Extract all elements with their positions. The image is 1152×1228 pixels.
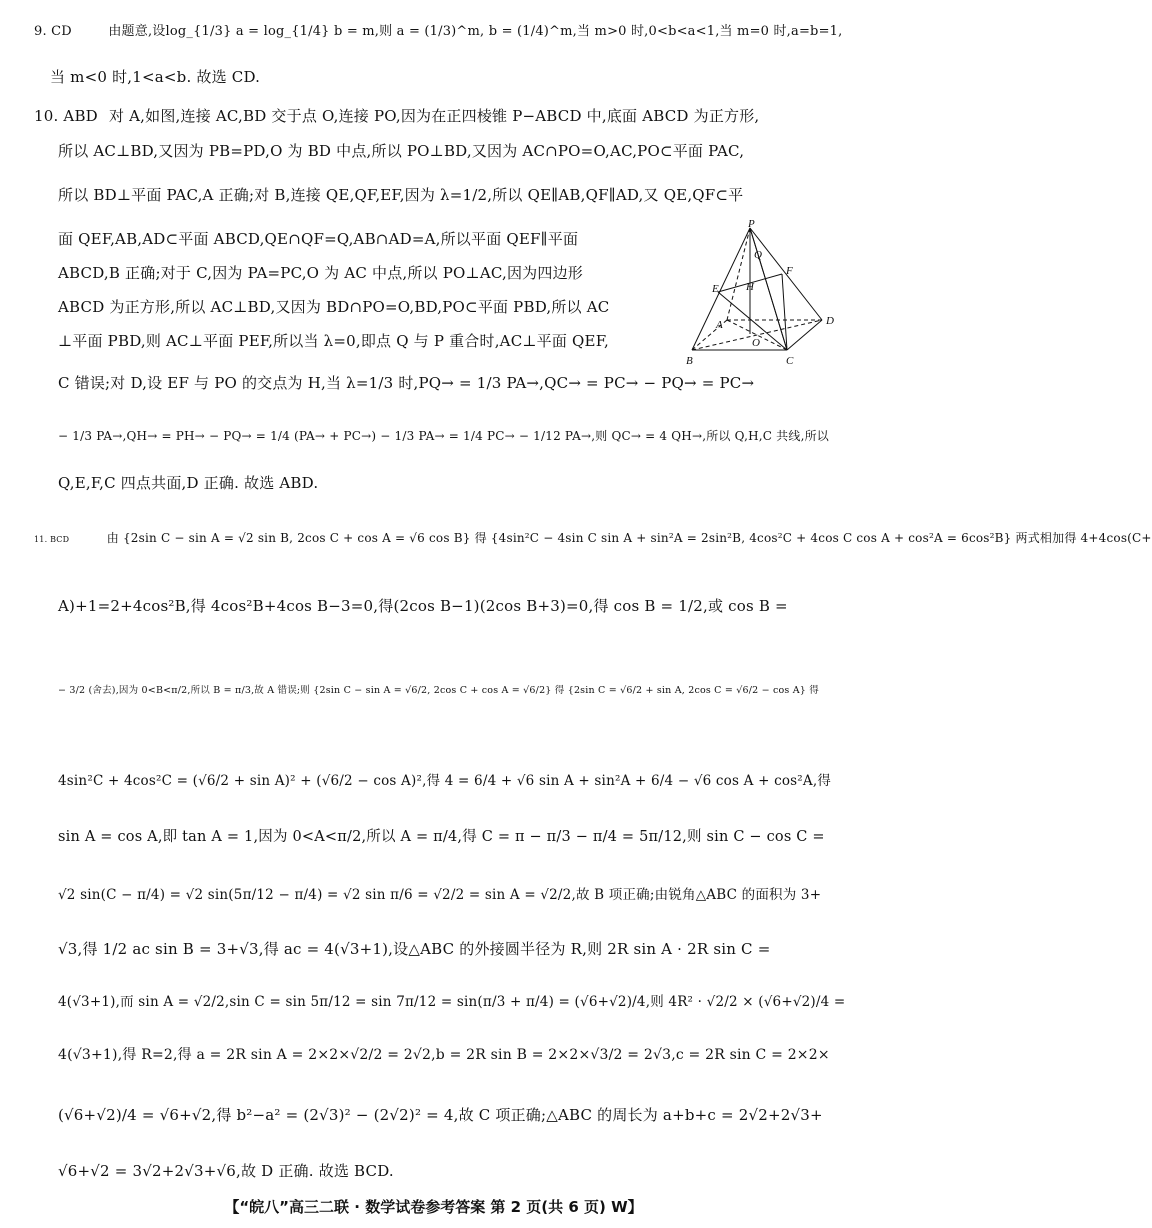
q11-line-10: (√6+√2)/4 = √6+√2,得 b²−a² = (2√3)² − (2√2)² = 4,故 C 项正确;△ABC 的周长为 a+b+c = 2√2+2√3+ (58, 1106, 823, 1124)
q9-label: 9. CD (34, 24, 72, 39)
q10-line-3: 所以 BD⊥平面 PAC,A 正确;对 B,连接 QE,QF,EF,因为 λ=1/2,所以 QE∥AB,QF∥AD,又 QE,QF⊂平 (58, 186, 744, 204)
q10-text-1: 对 A,如图,连接 AC,BD 交于点 O,连接 PO,因为在正四棱锥 P−ABCD 中,底面 ABCD 为正方形, (108, 107, 760, 125)
page-footer: 【“皖八”高三二联 · 数学试卷参考答案 第 2 页(共 6 页) W】 (224, 1198, 643, 1216)
fig-label-f: F (786, 265, 793, 277)
q10-line-2: 所以 AC⊥BD,又因为 PB=PD,O 为 BD 中点,所以 PO⊥BD,又因为 AC∩PO=O,AC,PO⊂平面 PAC, (58, 142, 745, 160)
q10-line-8: C 错误;对 D,设 EF 与 PO 的交点为 H,当 λ=1/3 时,PQ→ = 1/3 PA→,QC→ = PC→ − PQ→ = PC→ (58, 374, 755, 392)
q11-line-7: √3,得 1/2 ac sin B = 3+√3,得 ac = 4(√3+1),设△ABC 的外接圆半径为 R,则 2R sin A · 2R sin C = (58, 940, 771, 958)
fig-label-a: A (716, 319, 723, 331)
q11-line-4: 4sin²C + 4cos²C = (√6/2 + sin A)² + (√6/2 − cos A)²,得 4 = 6/4 + √6 sin A + sin²A + 6/4 − √6 cos A + cos²A,得 (58, 773, 832, 789)
fig-label-c: C (786, 355, 794, 367)
fig-label-p: P (748, 218, 755, 230)
q11-text-1: 由 {2sin C − sin A = √2 sin B, 2cos C + cos A = √6 cos B} 得 {4sin²C − 4sin C sin A + sin²A = 2sin²B, 4cos²C + 4cos C cos A + cos²A = 6cos²B} 两式相加得 4+4cos(C+ (106, 531, 1152, 545)
fig-label-q: Q (754, 249, 762, 261)
q10-line-9: − 1/3 PA→,QH→ = PH→ − PQ→ = 1/4 (PA→ + PC→) − 1/3 PA→ = 1/4 PC→ − 1/12 PA→,则 QC→ = 4 QH→,所以 Q,H,C 共线,所以 (58, 429, 829, 443)
fig-label-h: H (746, 281, 754, 293)
q11-line-6: √2 sin(C − π/4) = √2 sin(5π/12 − π/4) = √2 sin π/6 = √2/2 = sin A = √2/2,故 B 项正确;由锐角△ABC 的面积为 3+ (58, 887, 822, 903)
q11-line-8: 4(√3+1),而 sin A = √2/2,sin C = sin 5π/12 = sin 7π/12 = sin(π/3 + π/4) = (√6+√2)/4,则 4R² · √2/2 × (√6+√2)/4 = (58, 994, 846, 1010)
q11-line-9: 4(√3+1),得 R=2,得 a = 2R sin A = 2×2×√2/2 = 2√2,b = 2R sin B = 2×2×√3/2 = 2√3,c = 2R sin C = 2×2× (58, 1047, 830, 1063)
q10-label: 10. ABD (34, 107, 98, 125)
q9-line-2: 当 m<0 时,1<a<b. 故选 CD. (50, 68, 261, 86)
fig-label-b: B (686, 355, 693, 367)
fig-label-d: D (826, 315, 834, 327)
q10-line-6: ABCD 为正方形,所以 AC⊥BD,又因为 BD∩PO=O,BD,PO⊂平面 PBD,所以 AC (58, 298, 610, 316)
q11-line-11: √6+√2 = 3√2+2√3+√6,故 D 正确. 故选 BCD. (58, 1162, 394, 1180)
q9-text-1: 由题意,设log_{1/3} a = log_{1/4} b = m,则 a = (1/3)^m, b = (1/4)^m,当 m>0 时,0<b<a<1,当 m=0 时,a=b=1, (108, 24, 843, 39)
q11-line-2: A)+1=2+4cos²B,得 4cos²B+4cos B−3=0,得(2cos B−1)(2cos B+3)=0,得 cos B = 1/2,或 cos B = (58, 597, 788, 615)
q11-line-5: sin A = cos A,即 tan A = 1,因为 0<A<π/2,所以 A = π/4,得 C = π − π/3 − π/4 = 5π/12,则 sin C − cos C = (58, 829, 825, 845)
q10-line-10: Q,E,F,C 四点共面,D 正确. 故选 ABD. (58, 474, 319, 492)
q10-line-1 (34, 105, 759, 127)
q11-line-1 (34, 527, 1152, 551)
fig-label-o: O (752, 337, 760, 349)
q11-line-3: − 3/2 (舍去),因为 0<B<π/2,所以 B = π/3,故 A 错误;则 {2sin C − sin A = √6/2, 2cos C + cos A = √6/2} 得 {2sin C = √6/2 + sin A, 2cos C = √6/2 − cos A} 得 (58, 685, 819, 696)
pyramid-figure (682, 218, 842, 372)
q11-label: 11. BCD (34, 535, 70, 544)
q10-line-4: 面 QEF,AB,AD⊂平面 ABCD,QE∩QF=Q,AB∩AD=A,所以平面 QEF∥平面 (58, 230, 579, 248)
fig-label-e: E (712, 283, 719, 295)
q10-line-7: ⊥平面 PBD,则 AC⊥平面 PEF,所以当 λ=0,即点 Q 与 P 重合时,AC⊥平面 QEF, (58, 332, 609, 350)
q10-line-5: ABCD,B 正确;对于 C,因为 PA=PC,O 为 AC 中点,所以 PO⊥AC,因为四边形 (58, 264, 583, 282)
q9-line-1 (34, 21, 842, 43)
